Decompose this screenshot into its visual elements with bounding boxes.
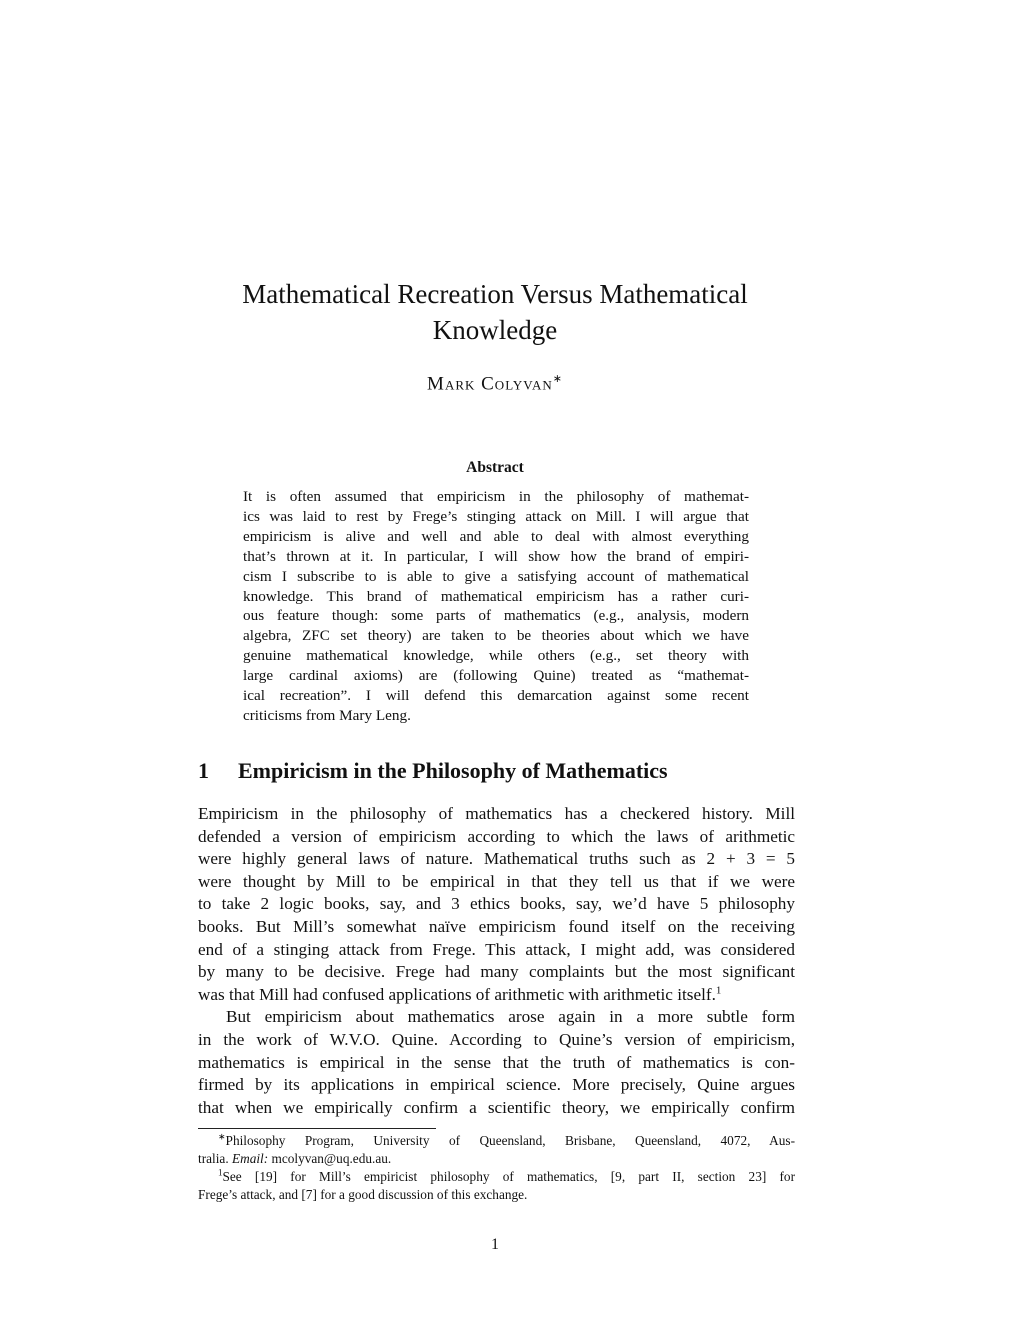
abstract-text: [243, 487, 749, 726]
title-line-2: Knowledge: [432, 315, 558, 345]
section-body: [198, 803, 795, 1119]
body-line: to take 2 logic books, say, and 3 ethics books, say, we’d have 5 philosophy: [198, 894, 795, 914]
title-line-1: Mathematical Recreation Versus Mathematical: [242, 279, 748, 309]
paper-title: [180, 276, 810, 348]
body-line-text: was that Mill had confused applications of arithmetic with arithmetic itself.: [198, 984, 716, 1004]
email-address: mcolyvan@uq.edu.au.: [268, 1151, 392, 1166]
author-name: Mark Colyvan: [427, 373, 553, 395]
body-line: Empiricism in the philosophy of mathematics has a checkered history. Mill: [198, 804, 795, 823]
abstract-line: large cardinal axioms) are (following Quine) treated as “mathemat-: [243, 667, 749, 685]
email-label: Email:: [231, 1151, 269, 1166]
abstract-heading: Abstract: [466, 459, 524, 476]
abstract-line: empiricism is alive and well and able to deal with almost everything: [243, 527, 749, 545]
abstract-line: It is often assumed that empiricism in the philosophy of mathemat-: [243, 488, 749, 505]
abstract-line: algebra, ZFC set theory) are taken to be theories about which we have: [243, 627, 749, 645]
page-number: 1: [491, 1236, 499, 1253]
abstract-line: ical recreation”. I will defend this demarcation against some recent: [243, 687, 749, 705]
body-line: defended a version of empiricism according to which the laws of arithmetic: [198, 826, 795, 846]
footnotes: [198, 1132, 795, 1204]
footnote-1-mark: 1: [218, 1167, 223, 1178]
body-line: were highly general laws of nature. Mathematical truths such as 2 + 3 = 5: [198, 849, 795, 869]
body-line: But empiricism about mathematics arose again in a more subtle form: [226, 1007, 795, 1027]
footnote-star-text: Philosophy Program, University of Queensland, Brisbane, Queensland, 4072, Aus-: [225, 1133, 795, 1148]
body-line: by many to be decisive. Frege had many complaints but the most significant: [198, 962, 795, 982]
body-line: in the work of W.V.O. Quine. According to Quine’s version of empiricism,: [198, 1029, 795, 1049]
section-title: Empiricism in the Philosophy of Mathematics: [238, 758, 668, 783]
section-heading: [198, 758, 798, 784]
abstract-line: genuine mathematical knowledge, while others (e.g., set theory with: [243, 647, 749, 665]
footnote-star-mark: ∗: [218, 1131, 226, 1142]
body-line: books. But Mill’s somewhat naïve empiricism found itself on the receiving: [198, 916, 795, 936]
abstract-line: knowledge. This brand of mathematical empiricism has a rather curi-: [243, 587, 749, 605]
footnote-ref-1: 1: [715, 984, 722, 997]
footnote-star-prefix: tralia.: [198, 1151, 232, 1166]
abstract-line: that’s thrown at it. In particular, I will show how the brand of empiri-: [243, 547, 749, 565]
body-line: end of a stinging attack from Frege. This attack, I might add, was considered: [198, 939, 795, 959]
footnote-1-line-1: [198, 1168, 795, 1186]
body-line: mathematics is empirical in the sense that the truth of mathematics is con-: [198, 1052, 795, 1072]
footnote-1-line-2: Frege’s attack, and [7] for a good discussion of this exchange.: [198, 1187, 528, 1202]
footnote-1-text: See [19] for Mill’s empiricist philosophy of mathematics, [9, part II, section 23] for: [222, 1169, 795, 1184]
section-number: 1: [198, 758, 209, 783]
abstract-line: ous feature though: some parts of mathematics (e.g., analysis, modern: [243, 607, 749, 625]
abstract-line: cism I subscribe to is able to give a satisfying account of mathematical: [243, 567, 749, 585]
abstract-line: criticisms from Mary Leng.: [243, 706, 411, 724]
body-line: firmed by its applications in empirical science. More precisely, Quine argues: [198, 1075, 795, 1095]
abstract-line: ics was laid to rest by Frege’s stinging attack on Mill. I will argue that: [243, 507, 749, 525]
body-line: that when we empirically confirm a scientific theory, we empirically confirm: [198, 1097, 795, 1117]
footnote-star-line-2: [198, 1150, 795, 1168]
body-line: [198, 984, 795, 1007]
author-line: [200, 372, 790, 395]
footnote-rule: [198, 1128, 436, 1129]
footnote-star-line-1: [198, 1132, 795, 1150]
body-line: were thought by Mill to be empirical in that they tell us that if we were: [198, 871, 795, 891]
author-footnote-mark: ∗: [552, 373, 563, 385]
